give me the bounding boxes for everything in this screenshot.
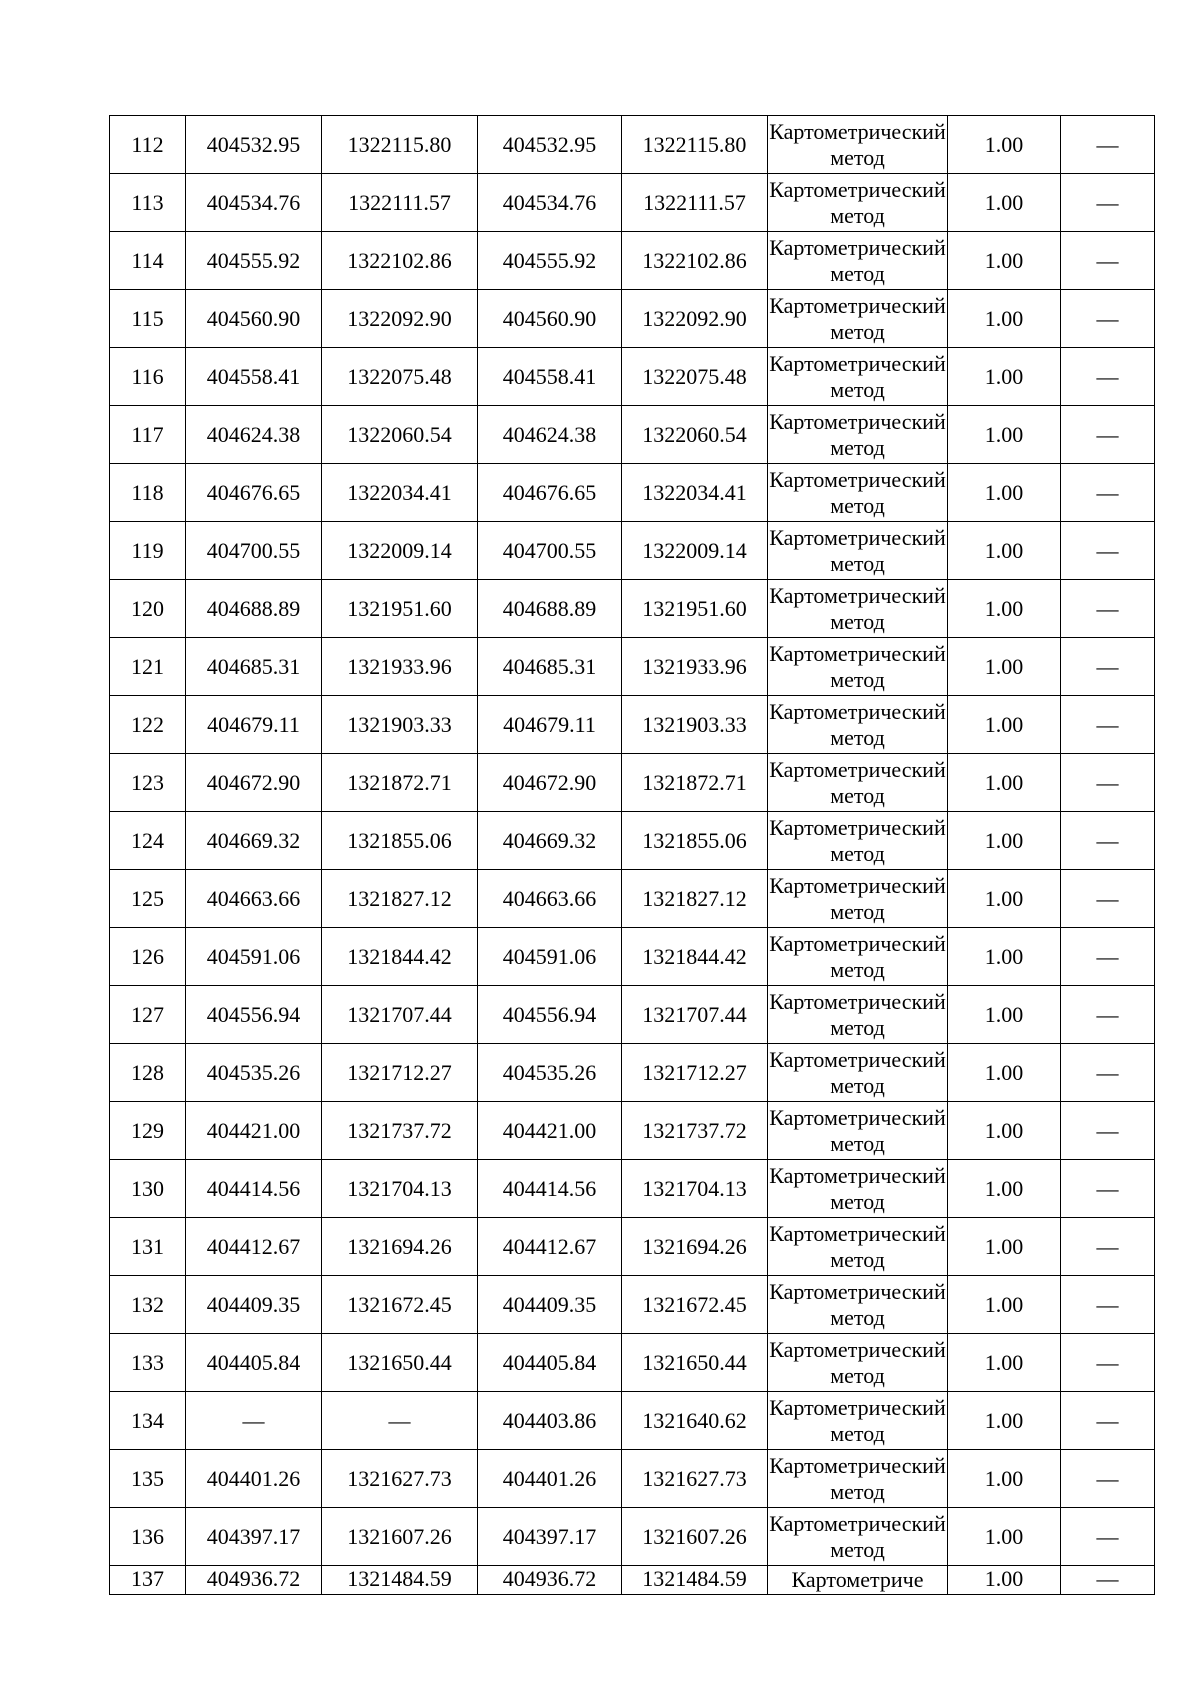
method-cell	[768, 1160, 948, 1218]
table-row	[110, 870, 1155, 928]
existing-x-cell: 404556.94	[186, 986, 322, 1044]
existing-y-cell: 1322060.54	[322, 406, 478, 464]
existing-x-cell: 404405.84	[186, 1334, 322, 1392]
method-text: Картометрический метод	[769, 293, 946, 344]
new-x-cell: 404534.76	[478, 174, 622, 232]
method-cell	[768, 174, 948, 232]
method-text: Картометрический метод	[769, 1511, 946, 1562]
new-y-cell: 1321650.44	[622, 1334, 768, 1392]
method-cell	[768, 1218, 948, 1276]
accuracy-cell: 1.00	[948, 1450, 1061, 1508]
table-body	[110, 116, 1155, 1595]
new-x-cell: 404535.26	[478, 1044, 622, 1102]
method-cell	[768, 1450, 948, 1508]
new-x-cell: 404676.65	[478, 464, 622, 522]
method-cell	[768, 1102, 948, 1160]
accuracy-cell: 1.00	[948, 116, 1061, 174]
new-y-cell: 1322102.86	[622, 232, 768, 290]
existing-x-cell: 404401.26	[186, 1450, 322, 1508]
description-cell: —	[1061, 1392, 1155, 1450]
accuracy-cell: 1.00	[948, 1566, 1061, 1595]
new-y-cell: 1322060.54	[622, 406, 768, 464]
method-cell	[768, 754, 948, 812]
existing-y-cell: 1322009.14	[322, 522, 478, 580]
table-row	[110, 1566, 1155, 1595]
method-text: Картометрический метод	[769, 1395, 946, 1446]
new-y-cell: 1322009.14	[622, 522, 768, 580]
method-cell	[768, 1276, 948, 1334]
description-cell: —	[1061, 812, 1155, 870]
description-cell: —	[1061, 116, 1155, 174]
point-number-cell: 118	[110, 464, 186, 522]
point-number-cell: 126	[110, 928, 186, 986]
method-text: Картометрический метод	[769, 583, 946, 634]
new-x-cell: 404688.89	[478, 580, 622, 638]
method-text: Картометрический метод	[769, 177, 946, 228]
point-number-cell: 120	[110, 580, 186, 638]
accuracy-cell: 1.00	[948, 696, 1061, 754]
description-cell: —	[1061, 348, 1155, 406]
method-cell	[768, 638, 948, 696]
new-y-cell: 1322092.90	[622, 290, 768, 348]
table-row	[110, 1276, 1155, 1334]
new-y-cell: 1322034.41	[622, 464, 768, 522]
new-y-cell: 1321855.06	[622, 812, 768, 870]
new-y-cell: 1321737.72	[622, 1102, 768, 1160]
description-cell: —	[1061, 928, 1155, 986]
accuracy-cell: 1.00	[948, 1508, 1061, 1566]
existing-y-cell: —	[322, 1392, 478, 1450]
table-row	[110, 1160, 1155, 1218]
accuracy-cell: 1.00	[948, 290, 1061, 348]
description-cell: —	[1061, 696, 1155, 754]
method-text: Картометриче	[791, 1567, 924, 1592]
description-cell: —	[1061, 1334, 1155, 1392]
existing-x-cell: 404534.76	[186, 174, 322, 232]
accuracy-cell: 1.00	[948, 638, 1061, 696]
existing-x-cell: 404591.06	[186, 928, 322, 986]
description-cell: —	[1061, 1044, 1155, 1102]
description-cell: —	[1061, 1218, 1155, 1276]
point-number-cell: 123	[110, 754, 186, 812]
existing-y-cell: 1321844.42	[322, 928, 478, 986]
point-number-cell: 112	[110, 116, 186, 174]
accuracy-cell: 1.00	[948, 754, 1061, 812]
new-x-cell: 404560.90	[478, 290, 622, 348]
description-cell: —	[1061, 1566, 1155, 1595]
accuracy-cell: 1.00	[948, 1334, 1061, 1392]
accuracy-cell: 1.00	[948, 1218, 1061, 1276]
method-text: Картометрический метод	[769, 235, 946, 286]
new-x-cell: 404672.90	[478, 754, 622, 812]
new-y-cell: 1322115.80	[622, 116, 768, 174]
new-y-cell: 1321672.45	[622, 1276, 768, 1334]
table-row	[110, 290, 1155, 348]
method-cell	[768, 290, 948, 348]
description-cell: —	[1061, 986, 1155, 1044]
new-x-cell: 404679.11	[478, 696, 622, 754]
accuracy-cell: 1.00	[948, 870, 1061, 928]
accuracy-cell: 1.00	[948, 406, 1061, 464]
point-number-cell: 133	[110, 1334, 186, 1392]
method-cell	[768, 406, 948, 464]
method-cell	[768, 1334, 948, 1392]
description-cell: —	[1061, 406, 1155, 464]
point-number-cell: 119	[110, 522, 186, 580]
existing-y-cell: 1321650.44	[322, 1334, 478, 1392]
new-x-cell: 404936.72	[478, 1566, 622, 1595]
method-text: Картометрический метод	[769, 1047, 946, 1098]
new-y-cell: 1321903.33	[622, 696, 768, 754]
description-cell: —	[1061, 580, 1155, 638]
accuracy-cell: 1.00	[948, 1160, 1061, 1218]
method-text: Картометрический метод	[769, 1163, 946, 1214]
method-text: Картометрический метод	[769, 1279, 946, 1330]
description-cell: —	[1061, 174, 1155, 232]
new-y-cell: 1321712.27	[622, 1044, 768, 1102]
existing-y-cell: 1321903.33	[322, 696, 478, 754]
new-x-cell: 404403.86	[478, 1392, 622, 1450]
method-text: Картометрический метод	[769, 757, 946, 808]
table-row	[110, 928, 1155, 986]
table-row	[110, 522, 1155, 580]
table-row	[110, 174, 1155, 232]
new-x-cell: 404401.26	[478, 1450, 622, 1508]
description-cell: —	[1061, 638, 1155, 696]
method-text: Картометрический метод	[769, 989, 946, 1040]
point-number-cell: 114	[110, 232, 186, 290]
existing-x-cell: 404676.65	[186, 464, 322, 522]
method-cell	[768, 812, 948, 870]
existing-y-cell: 1321704.13	[322, 1160, 478, 1218]
existing-x-cell: 404663.66	[186, 870, 322, 928]
existing-y-cell: 1321951.60	[322, 580, 478, 638]
existing-y-cell: 1321607.26	[322, 1508, 478, 1566]
table-row	[110, 232, 1155, 290]
point-number-cell: 128	[110, 1044, 186, 1102]
accuracy-cell: 1.00	[948, 986, 1061, 1044]
existing-y-cell: 1321827.12	[322, 870, 478, 928]
method-cell	[768, 232, 948, 290]
method-cell	[768, 870, 948, 928]
existing-y-cell: 1322034.41	[322, 464, 478, 522]
method-text: Картометрический метод	[769, 699, 946, 750]
point-number-cell: 134	[110, 1392, 186, 1450]
existing-x-cell: —	[186, 1392, 322, 1450]
table-row	[110, 1102, 1155, 1160]
description-cell: —	[1061, 1160, 1155, 1218]
point-number-cell: 113	[110, 174, 186, 232]
existing-x-cell: 404685.31	[186, 638, 322, 696]
new-y-cell: 1321951.60	[622, 580, 768, 638]
method-text: Картометрический метод	[769, 1221, 946, 1272]
table-row	[110, 348, 1155, 406]
description-cell: —	[1061, 754, 1155, 812]
point-number-cell: 132	[110, 1276, 186, 1334]
point-number-cell: 129	[110, 1102, 186, 1160]
accuracy-cell: 1.00	[948, 1392, 1061, 1450]
new-x-cell: 404624.38	[478, 406, 622, 464]
method-cell	[768, 348, 948, 406]
existing-y-cell: 1321484.59	[322, 1566, 478, 1595]
table-row	[110, 696, 1155, 754]
new-y-cell: 1321704.13	[622, 1160, 768, 1218]
new-x-cell: 404397.17	[478, 1508, 622, 1566]
description-cell: —	[1061, 464, 1155, 522]
new-x-cell: 404558.41	[478, 348, 622, 406]
accuracy-cell: 1.00	[948, 928, 1061, 986]
point-number-cell: 125	[110, 870, 186, 928]
new-x-cell: 404591.06	[478, 928, 622, 986]
existing-x-cell: 404558.41	[186, 348, 322, 406]
existing-x-cell: 404421.00	[186, 1102, 322, 1160]
existing-x-cell: 404624.38	[186, 406, 322, 464]
existing-x-cell: 404535.26	[186, 1044, 322, 1102]
method-text: Картометрический метод	[769, 931, 946, 982]
table-row	[110, 580, 1155, 638]
table-row	[110, 754, 1155, 812]
new-y-cell: 1321640.62	[622, 1392, 768, 1450]
existing-x-cell: 404409.35	[186, 1276, 322, 1334]
existing-x-cell: 404679.11	[186, 696, 322, 754]
point-number-cell: 137	[110, 1566, 186, 1595]
point-number-cell: 130	[110, 1160, 186, 1218]
new-y-cell: 1322111.57	[622, 174, 768, 232]
new-y-cell: 1321844.42	[622, 928, 768, 986]
method-cell	[768, 580, 948, 638]
accuracy-cell: 1.00	[948, 1102, 1061, 1160]
accuracy-cell: 1.00	[948, 348, 1061, 406]
method-cell	[768, 522, 948, 580]
table-row	[110, 1044, 1155, 1102]
existing-x-cell: 404555.92	[186, 232, 322, 290]
method-text: Картометрический метод	[769, 1105, 946, 1156]
accuracy-cell: 1.00	[948, 232, 1061, 290]
existing-y-cell: 1322111.57	[322, 174, 478, 232]
method-text: Картометрический метод	[769, 1337, 946, 1388]
new-y-cell: 1322075.48	[622, 348, 768, 406]
description-cell: —	[1061, 870, 1155, 928]
existing-y-cell: 1321694.26	[322, 1218, 478, 1276]
accuracy-cell: 1.00	[948, 464, 1061, 522]
point-number-cell: 131	[110, 1218, 186, 1276]
new-y-cell: 1321707.44	[622, 986, 768, 1044]
new-x-cell: 404663.66	[478, 870, 622, 928]
existing-y-cell: 1322115.80	[322, 116, 478, 174]
point-number-cell: 136	[110, 1508, 186, 1566]
method-text: Картометрический метод	[769, 815, 946, 866]
method-cell	[768, 116, 948, 174]
point-number-cell: 124	[110, 812, 186, 870]
existing-x-cell: 404688.89	[186, 580, 322, 638]
description-cell: —	[1061, 1102, 1155, 1160]
existing-y-cell: 1321855.06	[322, 812, 478, 870]
existing-y-cell: 1322075.48	[322, 348, 478, 406]
method-text: Картометрический метод	[769, 119, 946, 170]
accuracy-cell: 1.00	[948, 174, 1061, 232]
existing-x-cell: 404669.32	[186, 812, 322, 870]
table-row	[110, 1218, 1155, 1276]
accuracy-cell: 1.00	[948, 812, 1061, 870]
accuracy-cell: 1.00	[948, 1044, 1061, 1102]
method-cell	[768, 1566, 948, 1595]
new-x-cell: 404685.31	[478, 638, 622, 696]
point-number-cell: 116	[110, 348, 186, 406]
method-text: Картометрический метод	[769, 351, 946, 402]
description-cell: —	[1061, 1508, 1155, 1566]
new-x-cell: 404556.94	[478, 986, 622, 1044]
new-x-cell: 404700.55	[478, 522, 622, 580]
new-y-cell: 1321827.12	[622, 870, 768, 928]
method-cell	[768, 928, 948, 986]
existing-y-cell: 1321707.44	[322, 986, 478, 1044]
existing-y-cell: 1321872.71	[322, 754, 478, 812]
new-y-cell: 1321872.71	[622, 754, 768, 812]
table-row	[110, 986, 1155, 1044]
point-number-cell: 121	[110, 638, 186, 696]
method-text: Картометрический метод	[769, 409, 946, 460]
existing-y-cell: 1321672.45	[322, 1276, 478, 1334]
existing-x-cell: 404397.17	[186, 1508, 322, 1566]
point-number-cell: 117	[110, 406, 186, 464]
table-row	[110, 638, 1155, 696]
existing-x-cell: 404936.72	[186, 1566, 322, 1595]
new-y-cell: 1321484.59	[622, 1566, 768, 1595]
table-row	[110, 1334, 1155, 1392]
existing-y-cell: 1322102.86	[322, 232, 478, 290]
description-cell: —	[1061, 1450, 1155, 1508]
table-row	[110, 1450, 1155, 1508]
existing-y-cell: 1321737.72	[322, 1102, 478, 1160]
table-row	[110, 1508, 1155, 1566]
new-x-cell: 404414.56	[478, 1160, 622, 1218]
existing-y-cell: 1321933.96	[322, 638, 478, 696]
description-cell: —	[1061, 1276, 1155, 1334]
method-cell	[768, 986, 948, 1044]
accuracy-cell: 1.00	[948, 522, 1061, 580]
existing-x-cell: 404672.90	[186, 754, 322, 812]
point-number-cell: 122	[110, 696, 186, 754]
existing-x-cell: 404532.95	[186, 116, 322, 174]
point-number-cell: 135	[110, 1450, 186, 1508]
method-text: Картометрический метод	[769, 873, 946, 924]
existing-x-cell: 404412.67	[186, 1218, 322, 1276]
method-text: Картометрический метод	[769, 525, 946, 576]
description-cell: —	[1061, 522, 1155, 580]
accuracy-cell: 1.00	[948, 1276, 1061, 1334]
new-x-cell: 404532.95	[478, 116, 622, 174]
method-cell	[768, 464, 948, 522]
existing-x-cell: 404560.90	[186, 290, 322, 348]
new-y-cell: 1321607.26	[622, 1508, 768, 1566]
method-text: Картометрический метод	[769, 467, 946, 518]
new-y-cell: 1321627.73	[622, 1450, 768, 1508]
method-cell	[768, 1508, 948, 1566]
new-x-cell: 404669.32	[478, 812, 622, 870]
coordinates-table	[109, 115, 1155, 1595]
existing-y-cell: 1321627.73	[322, 1450, 478, 1508]
accuracy-cell: 1.00	[948, 580, 1061, 638]
description-cell: —	[1061, 232, 1155, 290]
description-cell: —	[1061, 290, 1155, 348]
method-cell	[768, 696, 948, 754]
point-number-cell: 115	[110, 290, 186, 348]
new-x-cell: 404421.00	[478, 1102, 622, 1160]
existing-y-cell: 1321712.27	[322, 1044, 478, 1102]
table-row	[110, 812, 1155, 870]
table-row	[110, 116, 1155, 174]
existing-y-cell: 1322092.90	[322, 290, 478, 348]
table-row	[110, 406, 1155, 464]
method-cell	[768, 1392, 948, 1450]
new-y-cell: 1321694.26	[622, 1218, 768, 1276]
method-text: Картометрический метод	[769, 641, 946, 692]
new-x-cell: 404555.92	[478, 232, 622, 290]
new-x-cell: 404409.35	[478, 1276, 622, 1334]
existing-x-cell: 404414.56	[186, 1160, 322, 1218]
point-number-cell: 127	[110, 986, 186, 1044]
table-row	[110, 1392, 1155, 1450]
new-y-cell: 1321933.96	[622, 638, 768, 696]
new-x-cell: 404405.84	[478, 1334, 622, 1392]
method-text: Картометрический метод	[769, 1453, 946, 1504]
existing-x-cell: 404700.55	[186, 522, 322, 580]
table-row	[110, 464, 1155, 522]
new-x-cell: 404412.67	[478, 1218, 622, 1276]
method-cell	[768, 1044, 948, 1102]
